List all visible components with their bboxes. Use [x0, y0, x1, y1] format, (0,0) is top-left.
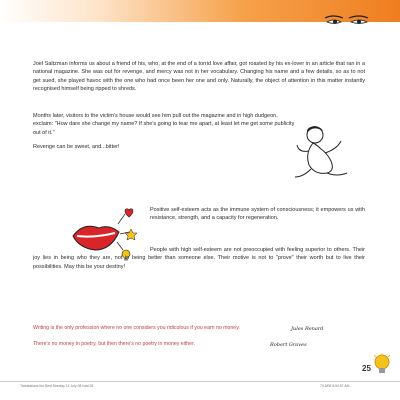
woman-illustration	[291, 123, 353, 181]
lightbulb-icon	[372, 353, 392, 377]
footer-file-label: Tweakisians the Best Monday 14 July 08.indd 25	[20, 384, 94, 388]
paragraph-self-esteem: Positive self-esteem acts as the immune system of consciousness; it empowers us with resistance, strength, and a capacity for regeneration.	[150, 207, 365, 222]
paragraph-story: Joel Saltzman informs us about a friend of his, who, at the end of a torrid love affair, got roasted by his ex-lover in an article that ran in a national magazine. She was out for revenge, and mercy was not in her vocabulary. Changing his name and a few details, so as to not get sued, she played havoc with the one who had once been her one and only. Naturally, the object of attention in this matter instantly recognised himself being ripped to shreds.	[33, 61, 365, 93]
paragraph-destiny: People with high self-esteem are not preoccupied with feeling superior to others. Their joy lies in being who they are, not in being better than someone else. Their motive is not to "prove" their worth but to live their possibilities. May this be your destiny!	[33, 247, 365, 270]
eyes-illustration	[324, 14, 370, 28]
footer-divider	[0, 381, 400, 382]
paragraph-magazine: Months later, visitors to the victim's house would see him pull out the magazine and in high dudgeon, exclaim: "How dare she change my name? If she's going to tear me apart, at least let me get some publicity out of it."	[33, 113, 295, 136]
quote-author: Jules Renard	[291, 326, 324, 332]
footer-timestamp: 7/15/08 8:54:57 AM	[320, 384, 350, 388]
page-number: 25	[362, 364, 371, 373]
paragraph-revenge: Revenge can be sweet, and...bitter!	[33, 144, 120, 150]
quote-text: Writing is the only profession where no one considers you ridiculous if you earn no money.	[33, 325, 240, 331]
quote-text: There's no money in poetry, but then there's no poetry in money either.	[33, 341, 195, 347]
quote-author: Robert Graves	[270, 342, 307, 348]
